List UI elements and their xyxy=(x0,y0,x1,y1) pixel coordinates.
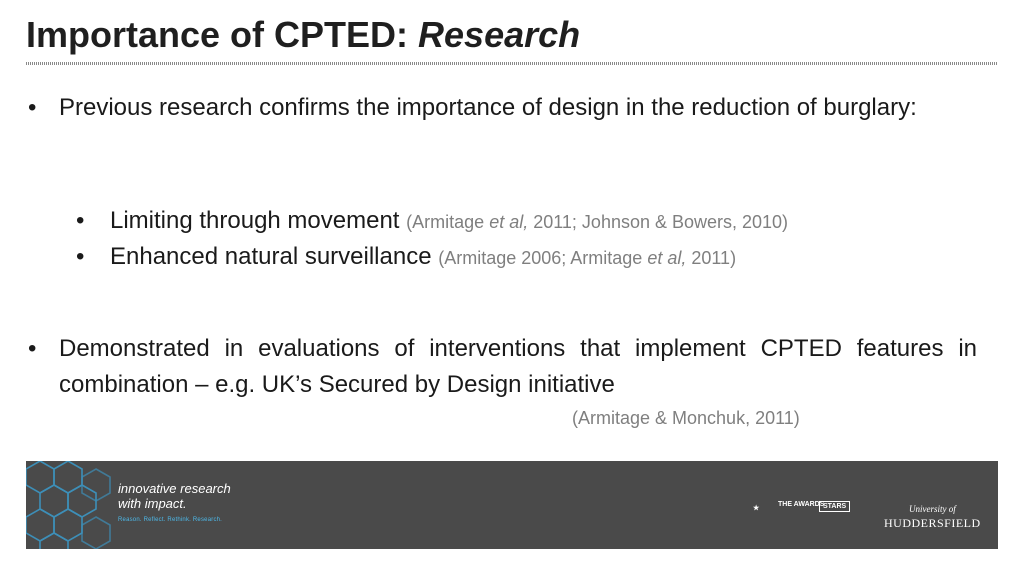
citation xyxy=(406,212,788,232)
slide-title xyxy=(26,14,580,56)
citation-part: 2011; Johnson & Bowers, 2010) xyxy=(528,212,789,232)
citation xyxy=(438,248,736,268)
citation-italic: et al, xyxy=(647,248,687,268)
bullet-dot: • xyxy=(76,243,85,270)
bullet-dot: • xyxy=(28,94,37,121)
citation-part: 2011) xyxy=(686,248,737,268)
tagline-line-1: innovative research xyxy=(118,481,231,496)
sub-bullet-text: Limiting through movement xyxy=(110,207,400,234)
title-emphasis: Research xyxy=(418,14,581,55)
the-awards-logo xyxy=(778,501,824,508)
university-line-2: HUDDERSFIELD xyxy=(884,516,981,530)
bullet-text: Demonstrated in evaluations of interventions that implement CPTED features in combination – e.g. UK’s Secured by Design initiative xyxy=(59,335,977,398)
citation-part: (Armitage 2006; Armitage xyxy=(438,248,648,268)
footer-banner xyxy=(26,461,998,549)
queens-award-icon xyxy=(753,504,759,512)
title-divider xyxy=(26,62,998,65)
bullet-text: Previous research confirms the importance of design in the reduction of burglary: xyxy=(59,94,917,121)
award-text: THE AWARDS xyxy=(778,501,825,508)
tagline-small: Reason. Reflect. Rethink. Research. xyxy=(118,517,223,523)
hexagon-pattern-icon xyxy=(26,461,116,549)
citation-part: (Armitage xyxy=(406,212,490,232)
university-line-1: University of xyxy=(908,504,956,514)
stars-logo xyxy=(819,501,850,512)
sub-bullet-text: Enhanced natural surveillance xyxy=(110,243,432,270)
award-text: STARS xyxy=(823,503,847,510)
citation-italic: et al, xyxy=(489,212,529,232)
bullet-dot: • xyxy=(76,207,85,234)
tagline-line-2: with impact. xyxy=(118,496,187,511)
university-logo xyxy=(884,502,981,530)
title-main: Importance of CPTED: xyxy=(26,14,419,55)
bullet-dot: • xyxy=(28,335,37,362)
citation-armitage-monchuk: (Armitage & Monchuk, 2011) xyxy=(572,408,800,428)
award-glyph: ★ xyxy=(753,505,760,512)
tagline xyxy=(118,481,231,511)
